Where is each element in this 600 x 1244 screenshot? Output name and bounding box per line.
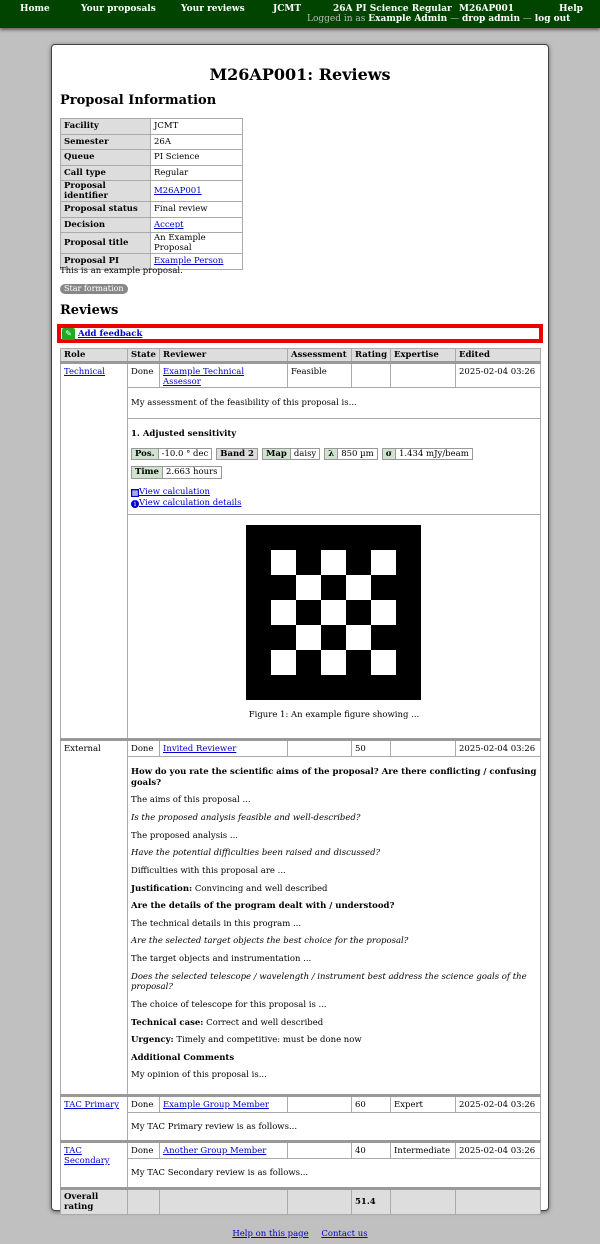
calc-map-key: Map	[262, 448, 291, 461]
reviews-heading: Reviews	[60, 303, 119, 318]
reviewer-link[interactable]: Example Group Member	[163, 1100, 269, 1110]
info-key: Queue	[61, 150, 151, 166]
nav-help-link[interactable]: Help	[559, 4, 583, 14]
info-key: Proposal title	[61, 233, 151, 254]
proposal-pi-link[interactable]: Example Person	[154, 256, 224, 267]
review-assessment: Feasible	[288, 363, 352, 388]
figure-square	[271, 650, 296, 675]
column-header: Role	[61, 349, 128, 363]
review-edited: 2025-02-04 03:26	[456, 740, 541, 757]
info-row	[61, 119, 243, 135]
calc-sigma-key: σ	[382, 448, 396, 461]
review-state: Done	[128, 1142, 160, 1159]
tac-secondary-review-text: My TAC Secondary review is as follows...	[128, 1159, 541, 1189]
login-dash: —	[450, 14, 460, 24]
calc-lambda-key: λ	[324, 448, 338, 461]
add-feedback-link[interactable]: Add feedback	[78, 329, 143, 339]
page-title: M26AP001: Reviews	[209, 65, 391, 84]
figure-square	[346, 625, 371, 650]
category-badge: Star formation	[60, 284, 128, 294]
calculator-icon: ▦	[131, 488, 139, 497]
figure-square	[321, 550, 346, 575]
view-calculation-details-link[interactable]: i View calculation details	[131, 498, 537, 509]
column-header: State	[128, 349, 160, 363]
reviewer-link[interactable]: Invited Reviewer	[163, 744, 237, 755]
review-rating: 50	[352, 740, 391, 757]
review-expertise	[391, 363, 456, 388]
review-assessment	[288, 1142, 352, 1159]
review-state: Done	[128, 1096, 160, 1113]
figure-square	[371, 650, 396, 675]
proposal-info-table	[60, 118, 243, 270]
review-expertise: Expert	[391, 1096, 456, 1113]
figure-square	[346, 575, 371, 600]
info-row	[61, 181, 243, 202]
info-key: Facility	[61, 119, 151, 135]
column-header: Assessment	[288, 349, 352, 363]
info-key: Decision	[61, 217, 151, 233]
figure-square	[371, 550, 396, 575]
calculation-section	[128, 419, 541, 515]
info-row	[61, 165, 243, 181]
proposal-information-heading: Proposal Information	[60, 93, 217, 108]
figure-square	[321, 650, 346, 675]
role-tac-secondary-link[interactable]: TAC Secondary	[64, 1146, 110, 1166]
column-header: Expertise	[391, 349, 456, 363]
login-status	[307, 14, 570, 24]
example-figure-image	[246, 525, 421, 700]
calc-map-value: daisy	[291, 448, 320, 461]
figure-cell	[128, 515, 541, 740]
info-row	[61, 150, 243, 166]
review-rating: 60	[352, 1096, 391, 1113]
review-rating	[352, 363, 391, 388]
reviewer-link[interactable]: Example Technical Assessor	[163, 367, 245, 387]
help-on-this-page-link[interactable]: Help on this page	[232, 1229, 309, 1239]
review-state: Done	[128, 740, 160, 757]
overall-rating-value: 51.4	[352, 1189, 391, 1215]
drop-admin-link[interactable]: drop admin	[461, 14, 521, 24]
review-assessment	[288, 740, 352, 757]
info-key: Proposal PI	[61, 254, 151, 270]
column-header: Edited	[456, 349, 541, 363]
info-key: Proposal status	[61, 202, 151, 218]
review-role: External	[61, 740, 128, 1096]
review-edited: 2025-02-04 03:26	[456, 1142, 541, 1159]
calc-lambda-value: 850 µm	[338, 448, 378, 461]
review-expertise	[391, 740, 456, 757]
info-key: Call type	[61, 165, 151, 181]
top-navigation	[0, 0, 600, 28]
calculation-heading: 1. Adjusted sensitivity	[131, 429, 237, 439]
figure-square	[321, 600, 346, 625]
calc-pos-key: Pos.	[131, 448, 159, 461]
proposal-identifier-link[interactable]: M26AP001	[154, 186, 202, 196]
figure-square	[371, 600, 396, 625]
footer	[0, 1229, 600, 1239]
table-row	[61, 1142, 541, 1159]
nav-call-link[interactable]: 26A PI Science Regular	[333, 4, 452, 14]
review-assessment	[288, 1096, 352, 1113]
review-edited: 2025-02-04 03:26	[456, 1096, 541, 1113]
info-row	[61, 233, 243, 254]
review-state: Done	[128, 363, 160, 388]
reviews-header-row	[61, 349, 541, 363]
info-row	[61, 202, 243, 218]
role-tac-primary-link[interactable]: TAC Primary	[64, 1100, 120, 1110]
figure-square	[271, 550, 296, 575]
proposal-abstract: This is an example proposal.	[60, 266, 183, 276]
overall-rating-row	[61, 1189, 541, 1215]
contact-us-link[interactable]: Contact us	[321, 1229, 368, 1239]
reviews-table	[60, 348, 541, 1215]
nav-proposal-link[interactable]: M26AP001	[459, 4, 515, 14]
column-header: Reviewer	[160, 349, 288, 363]
info-row	[61, 134, 243, 150]
info-key: Semester	[61, 134, 151, 150]
info-row	[61, 217, 243, 233]
info-icon: i	[131, 500, 139, 508]
info-value: 26A	[151, 134, 243, 150]
role-technical-link[interactable]: Technical	[64, 367, 106, 377]
decision-link[interactable]: Accept	[154, 219, 184, 230]
login-prefix: Logged in as	[307, 14, 366, 24]
nav-your-reviews-link[interactable]: Your reviews	[181, 4, 245, 14]
info-value: PI Science	[151, 150, 243, 166]
tac-primary-review-text: My TAC Primary review is as follows...	[128, 1113, 541, 1142]
calc-band: Band 2	[216, 448, 258, 461]
info-key: Proposal identifier	[61, 181, 151, 202]
figure-square	[271, 600, 296, 625]
calc-time-value: 2.663 hours	[163, 466, 222, 479]
login-user: Example Admin	[368, 14, 448, 24]
login-dash: —	[522, 14, 532, 24]
figure-caption: Figure 1: An example figure showing ...	[248, 710, 420, 721]
figure-square	[296, 625, 321, 650]
nav-home-link[interactable]: Home	[20, 4, 50, 14]
figure-square	[296, 575, 321, 600]
review-edited: 2025-02-04 03:26	[456, 363, 541, 388]
view-calculation-link[interactable]: ▦View calculation	[131, 486, 211, 497]
info-value: JCMT	[151, 119, 243, 135]
table-row	[61, 1096, 541, 1113]
info-value: Regular	[151, 165, 243, 181]
technical-review-text: My assessment of the feasibility of this proposal is...	[128, 388, 541, 419]
calc-sigma-value: 1.434 mJy/beam	[396, 448, 473, 461]
add-feedback-icon: ✎	[62, 328, 75, 340]
review-expertise: Intermediate	[391, 1142, 456, 1159]
table-row	[61, 363, 541, 388]
nav-facility-link[interactable]: JCMT	[273, 4, 302, 14]
table-row	[61, 740, 541, 757]
calc-time-key: Time	[131, 466, 163, 479]
column-header: Rating	[352, 349, 391, 363]
reviewer-link[interactable]: Another Group Member	[163, 1146, 267, 1156]
info-value: Final review	[151, 202, 243, 218]
nav-your-proposals-link[interactable]: Your proposals	[81, 4, 156, 14]
external-review-text: How do you rate the scientific aims of the proposal? Are there conflicting / confusing goals? The aims of this proposal ... Is the proposed analysis feasible and well-described? The proposed analysis ... Have the potential difficulties been raised and discussed? Difficulties with this proposal are ... Justification: Convincing and well described Are the details of the program dealt with / understood? The technical details in this program ... Are the selected target objects the best choice for the proposal? The target objects and instrumentation ... Does the selected telescope / wavelength / instrument best address the science goals of the proposal? The choice of telescope for this proposal is ... Technical case: Correct and well described Urgency: Timely and competitive: must be done now Additional Comments My opinion of this proposal is...	[128, 757, 541, 1096]
calc-pos-value: -10.0 ° dec	[159, 448, 213, 461]
overall-rating-label: Overall rating	[61, 1189, 128, 1215]
review-rating: 40	[352, 1142, 391, 1159]
log-out-link[interactable]: log out	[534, 14, 571, 24]
info-value: An Example Proposal	[151, 233, 243, 254]
